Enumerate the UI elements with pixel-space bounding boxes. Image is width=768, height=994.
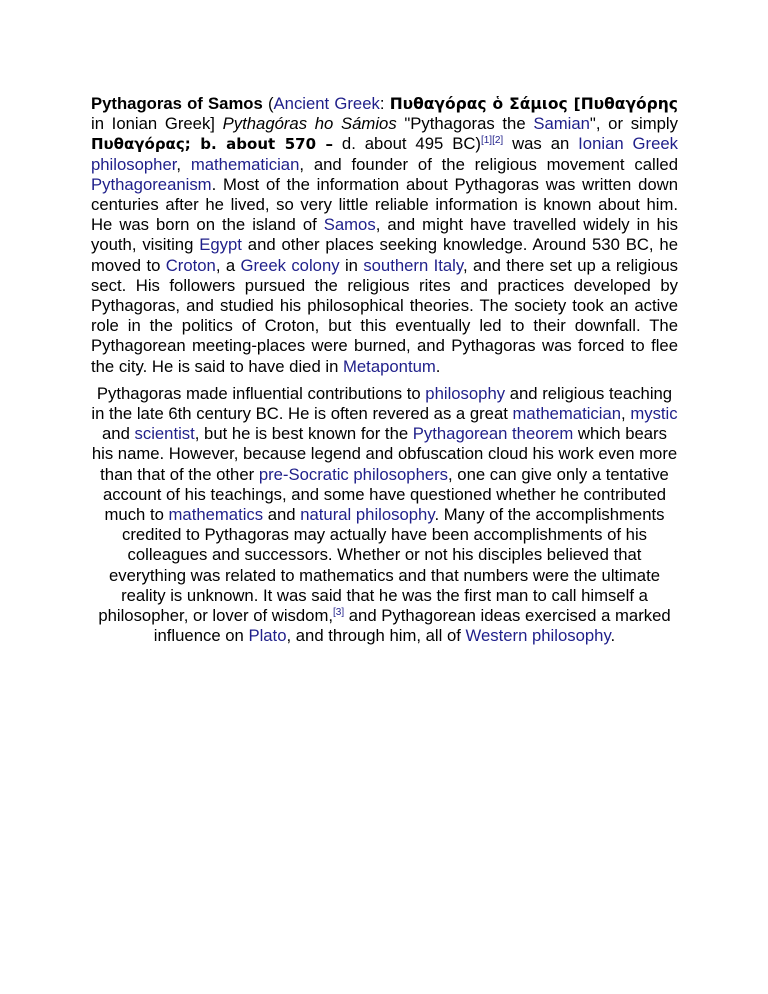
text-fragment: , but he is best known for the: [194, 424, 413, 444]
citation-ref: [333, 607, 344, 618]
text-fragment: , and founder of the religious movement called: [299, 154, 678, 174]
text-fragment: in: [339, 255, 364, 275]
text-fragment: , and there set up a religious sect. His followers pursued the religious rites and practices developed by Pythagoras, and studied his philosophical theories. The society took an active role in the politics of Croton, but this eventually led to their downfall. The Pythagorean meeting-places were burned, and Pythagoras was forced to flee the city. He is said to have died in: [91, 255, 678, 376]
text-fragment: and Pythagorean ideas exercised a marked influence on: [153, 606, 671, 646]
text-fragment: .: [610, 626, 616, 646]
text-fragment: :: [379, 94, 390, 113]
citation-1-link[interactable]: [1]: [480, 135, 493, 147]
text-fragment: , one can give only a tentative account of his teachings, and some have questioned whether he contributed much to: [102, 464, 669, 525]
link-presocratic-philosophers[interactable]: pre-Socratic philosophers: [258, 464, 449, 484]
link-samos[interactable]: Samos: [323, 215, 376, 235]
text-fragment: . Most of the information about Pythagoras was written down centuries after he lived, so very little reliable information is known about him. He was born on the island of: [91, 174, 678, 235]
link-mystic[interactable]: mystic: [630, 404, 678, 424]
link-samian[interactable]: Samian: [533, 114, 590, 134]
subject-name: Pythagoras of Samos: [91, 94, 263, 113]
link-natural-philosophy[interactable]: natural philosophy: [300, 505, 435, 525]
link-pythagorean-theorem[interactable]: Pythagorean theorem: [412, 424, 574, 444]
greek-name: Πυθαγόρας ὁ Σάμιος: [389, 95, 568, 113]
link-ancient-greek[interactable]: Ancient Greek: [273, 94, 380, 113]
link-plato[interactable]: Plato: [248, 626, 287, 646]
citation-refs: [481, 135, 503, 146]
text-fragment: ,: [621, 404, 631, 424]
link-philosopher[interactable]: philosopher: [91, 154, 177, 174]
link-metapontum[interactable]: Metapontum: [343, 356, 436, 376]
text-fragment: "Pythagoras the: [396, 114, 534, 134]
link-croton[interactable]: Croton: [165, 255, 216, 275]
text-fragment: in Ionian Greek]: [91, 114, 223, 134]
text-fragment: and: [263, 505, 301, 525]
text-fragment: which bears his name. However, because legend and obfuscation cloud his work even more than that of the other: [91, 424, 678, 484]
text-fragment: and: [102, 424, 135, 444]
document-page: [91, 94, 678, 646]
text-fragment: , a: [215, 255, 241, 275]
link-pythagoreanism[interactable]: Pythagoreanism: [91, 174, 212, 194]
text-fragment: was an: [503, 134, 579, 154]
text-fragment: . Many of the accomplishments credited to Pythagoras may actually have been accomplishments of his colleagues and successors. Whether or not his disciples believed that everything was related to mathematics and that numbers were the ultimate reality is unknown. It was said that he was the first man to call himself a philosopher, or lover of wisdom,: [98, 505, 665, 626]
text-fragment: ,: [176, 154, 191, 174]
text-fragment: (: [262, 94, 274, 113]
greek-simple-name: Πυθαγόρας; b. about 570 –: [91, 135, 334, 154]
text-fragment: , and might have travelled widely in his youth, visiting: [91, 215, 678, 255]
link-ionian-greek[interactable]: Ionian Greek: [578, 134, 678, 154]
link-philosophy[interactable]: philosophy: [425, 383, 506, 403]
link-egypt[interactable]: Egypt: [199, 235, 242, 255]
link-mathematician-2[interactable]: mathematician: [512, 404, 622, 424]
greek-alt-name: [Πυθαγόρης: [567, 95, 678, 113]
link-western-philosophy[interactable]: Western philosophy: [465, 626, 611, 646]
text-fragment: and religious teaching in the late 6th century BC. He is often revered as a great: [91, 383, 673, 424]
text-fragment: .: [435, 356, 441, 376]
contributions-paragraph: [91, 384, 678, 647]
text-fragment: Pythagoras made influential contributions to: [96, 383, 426, 403]
text-fragment: and other places seeking knowledge. Around 530 BC, he moved to: [91, 235, 678, 275]
text-fragment: , and through him, all of: [286, 626, 466, 646]
link-greek-colony[interactable]: Greek colony: [240, 255, 340, 275]
link-mathematician[interactable]: mathematician: [190, 154, 300, 174]
text-fragment: d. about 495 BC): [333, 134, 481, 154]
citation-2-link[interactable]: [2]: [492, 135, 504, 147]
text-fragment: ", or simply: [589, 114, 678, 134]
intro-paragraph: [91, 94, 678, 377]
transliteration: Pythagóras ho Sámios: [222, 114, 397, 134]
link-mathematics[interactable]: mathematics: [168, 505, 264, 525]
link-southern-italy[interactable]: southern Italy: [363, 255, 463, 275]
link-scientist[interactable]: scientist: [134, 424, 195, 444]
citation-3-link[interactable]: [3]: [333, 607, 345, 619]
